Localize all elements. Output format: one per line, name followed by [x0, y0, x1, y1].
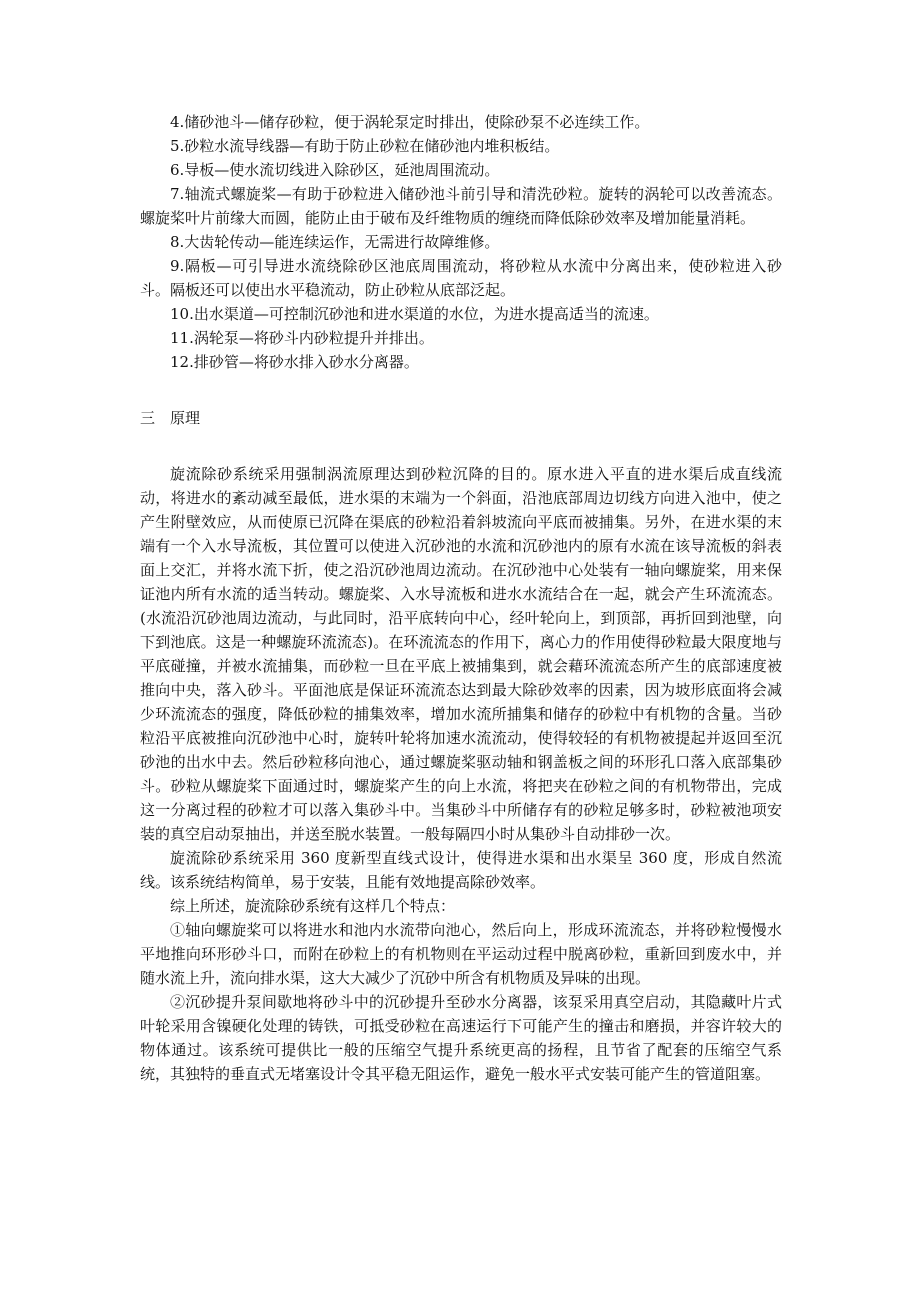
paragraph: ②沉砂提升泵间歇地将砂斗中的沉砂提升至砂水分离器，该泵采用真空启动，其隐藏叶片式叶轮采用含镍硬化处理的铸铁，可抵受砂粒在高速运行下可能产生的撞击和磨损，并容许较大的物体通过。该系统可提供比一般的压缩空气提升系统更高的扬程，且节省了配套的压缩空气系统，其独特的垂直式无堵塞设计令其平稳无阻运作，避免一般水平式安装可能产生的管道阻塞。 [140, 993, 782, 1083]
paragraph: 旋流除砂系统采用强制涡流原理达到砂粒沉降的目的。原水进入平直的进水渠后成直线流动，将进水的紊动减至最低，进水渠的末端为一个斜面，沿池底部周边切线方向进入池中，使之产生附壁效应，从而使原已沉降在渠底的砂粒沿着斜坡流向平底而被捕集。另外，在进水渠的末端有一个入水导流板，其位置可以使进入沉砂池的水流和沉砂池内的原有水流在该导流板的斜表面上交汇，并将水流下折，使之沿沉砂池周边流动。在沉砂池中心处装有一轴向螺旋桨，用来保证池内所有水流的适当转动。螺旋桨、入水导流板和进水水流结合在一起，就会产生环流流态。(水流沿沉砂池周边流动，与此同时，沿平底转向中心，经叶轮向上，到顶部，再折回到池壁，向下到池底。这是一种螺旋环流流态)。在环流流态的作用下，离心力的作用使得砂粒最大限度地与平底碰撞，并被水流捕集，而砂粒一旦在平底上被捕集到，就会藉环流流态所产生的底部速度被推向中央，落入砂斗。平面池底是保证环流流态达到最大除砂效率的因素，因为坡形底面将会减少环流流态的强度，降低砂粒的捕集效率，增加水流所捕集和储存的砂粒中有机物的含量。当砂粒沿平底被推向沉砂池中心时，旋转叶轮将加速水流流动，使得较轻的有机物被提起并返回至沉砂池的出水中去。然后砂粒移向池心，通过螺旋桨驱动轴和钢盖板之间的环形孔口落入底部集砂斗。砂粒从螺旋桨下面通过时，螺旋桨产生的向上水流，将把夹在砂粒之间的有机物带出，完成这一分离过程的砂粒才可以落入集砂斗中。当集砂斗中所储存有的砂粒足够多时，砂粒被池项安装的真空启动泵抽出，并送至脱水装置。一般每隔四小时从集砂斗自动排砂一次。 [140, 465, 782, 843]
paragraph: 综上所述，旋流除砂系统有这样几个特点： [170, 897, 456, 915]
principle-body [140, 462, 782, 1086]
list-item: 8.大齿轮传动—能连续运作，无需进行故障维修。 [170, 233, 500, 251]
list-item: 5.砂粒水流导线器—有助于防止砂粒在储砂池内堆积板结。 [170, 137, 560, 155]
list-item: 11.涡轮泵—将砂斗内砂粒提升并排出。 [170, 329, 434, 347]
component-list [140, 110, 782, 374]
paragraph: ①轴向螺旋桨可以将进水和池内水流带向池心，然后向上，形成环流流态，并将砂粒慢慢水平地推向环形砂斗口，而附在砂粒上的有机物则在平运动过程中脱离砂粒，重新回到废水中，并随水流上升，流向排水渠，这大大减少了沉砂中所含有机物质及异味的出现。 [140, 921, 782, 987]
list-item: 10.出水渠道—可控制沉砂池和进水渠道的水位，为进水提高适当的流速。 [170, 305, 659, 323]
list-item: 4.储砂池斗—储存砂粒，便于涡轮泵定时排出，使除砂泵不必连续工作。 [170, 113, 650, 131]
list-item: 6.导板—使水流切线进入除砂区，延池周围流动。 [170, 161, 500, 179]
list-item: 12.排砂管—将砂水排入砂水分离器。 [170, 353, 419, 371]
section-heading: 三 原理 [140, 409, 201, 427]
paragraph: 旋流除砂系统采用 360 度新型直线式设计，使得进水渠和出水渠呈 360 度，形成自然流线。该系统结构简单，易于安装，且能有效地提高除砂效率。 [140, 849, 782, 891]
document-page [140, 110, 782, 1086]
list-item: 9.隔板—可引导进水流绕除砂区池底周围流动，将砂粒从水流中分离出来，使砂粒进入砂斗。隔板还可以使出水平稳流动，防止砂粒从底部泛起。 [140, 257, 782, 299]
list-item: 7.轴流式螺旋桨—有助于砂粒进入储砂池斗前引导和清洗砂粒。旋转的涡轮可以改善流态。螺旋桨叶片前缘大而圆，能防止由于破布及纤维物质的缠绕而降低除砂效率及增加能量消耗。 [140, 185, 782, 227]
